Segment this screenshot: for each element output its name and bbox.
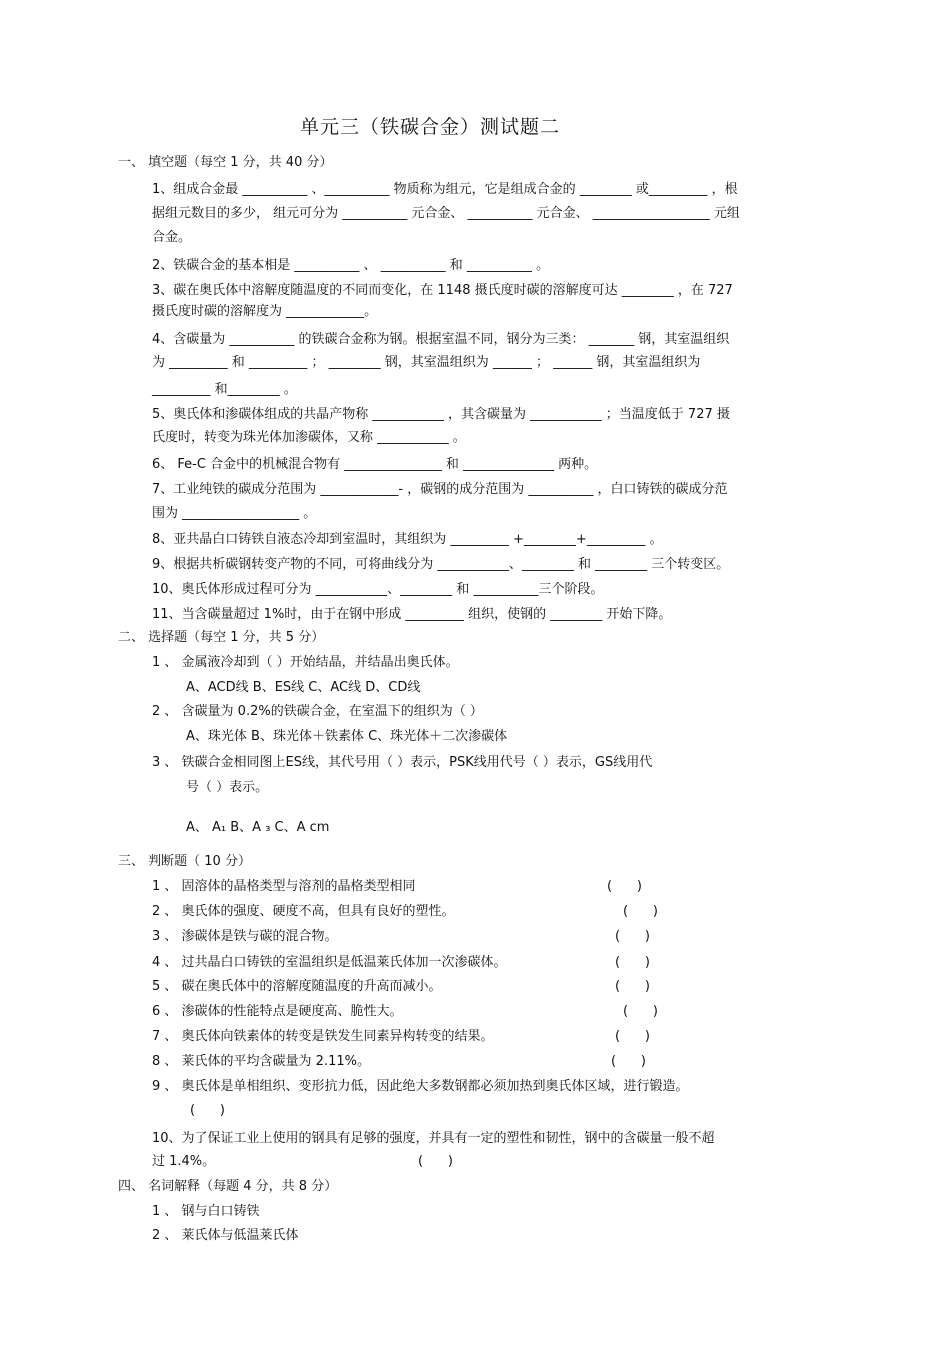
fill-q4-line1: 4、含碳量为 __________ 的铁碳合金称为钢。根据室温不同，钢分为三类： _______ 钢，其室温组织 [152, 332, 730, 347]
answer-blank[interactable]: ( ) [623, 904, 658, 919]
judge-q5: 5 、 碳在奥氏体中的溶解度随温度的升高而减小。 [152, 979, 442, 994]
fill-q8: 8、亚共晶白口铸铁自液态冷却到室温时，其组织为 _________ +________+_________ 。 [152, 532, 663, 547]
judge-q6: 6 、 渗碳体的性能特点是硬度高、脆性大。 [152, 1004, 403, 1019]
answer-blank[interactable]: ( ) [607, 879, 642, 894]
choice-q2-options: A、珠光体 B、珠光体＋铁素体 C、珠光体＋二次渗碳体 [186, 729, 508, 744]
choice-q3-line2: 号（ ）表示。 [186, 780, 269, 795]
judge-q10-line2: 过 1.4%。 [152, 1154, 216, 1169]
judge-q1: 1 、 固溶体的晶格类型与溶剂的晶格类型相同 [152, 879, 416, 894]
section-judge-heading: 三、 判断题（ 10 分） [118, 854, 251, 869]
section-fill-heading: 一、 填空题（每空 1 分，共 40 分） [118, 155, 333, 170]
judge-q3: 3 、 渗碳体是铁与碳的混合物。 [152, 929, 338, 944]
choice-q3-options: A、 A₁ B、A ₃ C、A cm [186, 820, 330, 835]
answer-blank[interactable]: ( ) [611, 1054, 646, 1069]
term-2: 2 、 莱氏体与低温莱氏体 [152, 1228, 299, 1243]
judge-q4: 4 、 过共晶白口铸铁的室温组织是低温莱氏体加一次渗碳体。 [152, 955, 507, 970]
fill-q5-line1: 5、奥氏体和渗碳体组成的共晶产物称 ___________ ，其含碳量为 ___________ ；当温度低于 727 摄 [152, 407, 730, 422]
fill-q2: 2、铁碳合金的基本相是 __________ 、 __________ 和 __________ 。 [152, 258, 550, 273]
choice-q1: 1 、 金属液冷却到（ ）开始结晶，并结晶出奥氏体。 [152, 655, 459, 670]
fill-q3-line2: 摄氏度时碳的溶解度为 ____________。 [152, 304, 378, 319]
answer-blank[interactable]: ( ) [615, 979, 650, 994]
fill-q5-line2: 氏度时，转变为珠光体加渗碳体，又称 ___________ 。 [152, 430, 466, 445]
fill-q1-line1: 1、组成合金最 __________ 、__________ 物质称为组元，它是组成合金的 ________ 或_________ ，根 [152, 182, 738, 197]
fill-q4-line2: 为 _________ 和 _________ ； ________ 钢，其室温组织为 ______ ； ______ 钢，其室温组织为 [152, 355, 701, 370]
fill-q9: 9、根据共析碳钢转变产物的不同，可将曲线分为 ___________、________ 和 ________ 三个转变区。 [152, 557, 730, 572]
answer-blank[interactable]: ( ) [615, 1029, 650, 1044]
fill-q6: 6、 Fe-C 合金中的机械混合物有 _______________ 和 ______________ 两种。 [152, 457, 598, 472]
judge-q9: 9 、 奥氏体是单相组织、变形抗力低，因此绝大多数钢都必须加热到奥氏体区域，进行锻造。 [152, 1079, 689, 1094]
fill-q7-line1: 7、工业纯铁的碳成分范围为 ____________- ，碳钢的成分范围为 __________ ，白口铸铁的碳成分范 [152, 482, 728, 497]
page-title: 单元三（铁碳合金）测试题二 [299, 116, 560, 138]
answer-blank[interactable]: ( ) [190, 1103, 225, 1118]
fill-q4-line3: _________ 和________ 。 [152, 382, 297, 397]
judge-q8: 8 、 莱氏体的平均含碳量为 2.11%。 [152, 1054, 370, 1069]
judge-q10-line1: 10、为了保证工业上使用的钢具有足够的强度，并具有一定的塑性和韧性，钢中的含碳量一般不超 [152, 1131, 715, 1146]
fill-q11: 11、当含碳量超过 1%时，由于在钢中形成 _________ 组织，使钢的 ________ 开始下降。 [152, 607, 672, 622]
answer-blank[interactable]: ( ) [615, 955, 650, 970]
choice-q3-line1: 3 、 铁碳合金相同图上ES线，其代号用（ ）表示，PSK线用代号（ ）表示，GS线用代 [152, 755, 653, 770]
judge-q2: 2 、 奥氏体的强度、硬度不高，但具有良好的塑性。 [152, 904, 455, 919]
fill-q7-line2: 围为 __________________ 。 [152, 506, 317, 521]
section-terms-heading: 四、 名词解释（每题 4 分，共 8 分） [118, 1179, 338, 1194]
choice-q2: 2 、 含碳量为 0.2%的铁碳合金，在室温下的组织为（ ） [152, 704, 483, 719]
choice-q1-options: A、ACD线 B、ES线 C、AC线 D、CD线 [186, 680, 421, 695]
judge-q7: 7 、 奥氏体向铁素体的转变是铁发生同素异构转变的结果。 [152, 1029, 494, 1044]
section-choice-heading: 二、 选择题（每空 1 分，共 5 分） [118, 630, 325, 645]
answer-blank[interactable]: ( ) [623, 1004, 658, 1019]
fill-q3-line1: 3、碳在奥氏体中溶解度随温度的不同而变化，在 1148 摄氏度时碳的溶解度可达 ________ ，在 727 [152, 283, 733, 298]
answer-blank[interactable]: ( ) [418, 1154, 453, 1169]
fill-q1-line2: 据组元数目的多少， 组元可分为 __________ 元合金、 __________ 元合金、 __________________ 元组 [152, 206, 740, 221]
term-1: 1 、 钢与白口铸铁 [152, 1204, 260, 1219]
fill-q10: 10、奥氏体形成过程可分为 ___________、________ 和 __________三个阶段。 [152, 582, 604, 597]
fill-q1-line3: 合金。 [152, 230, 192, 245]
answer-blank[interactable]: ( ) [615, 929, 650, 944]
